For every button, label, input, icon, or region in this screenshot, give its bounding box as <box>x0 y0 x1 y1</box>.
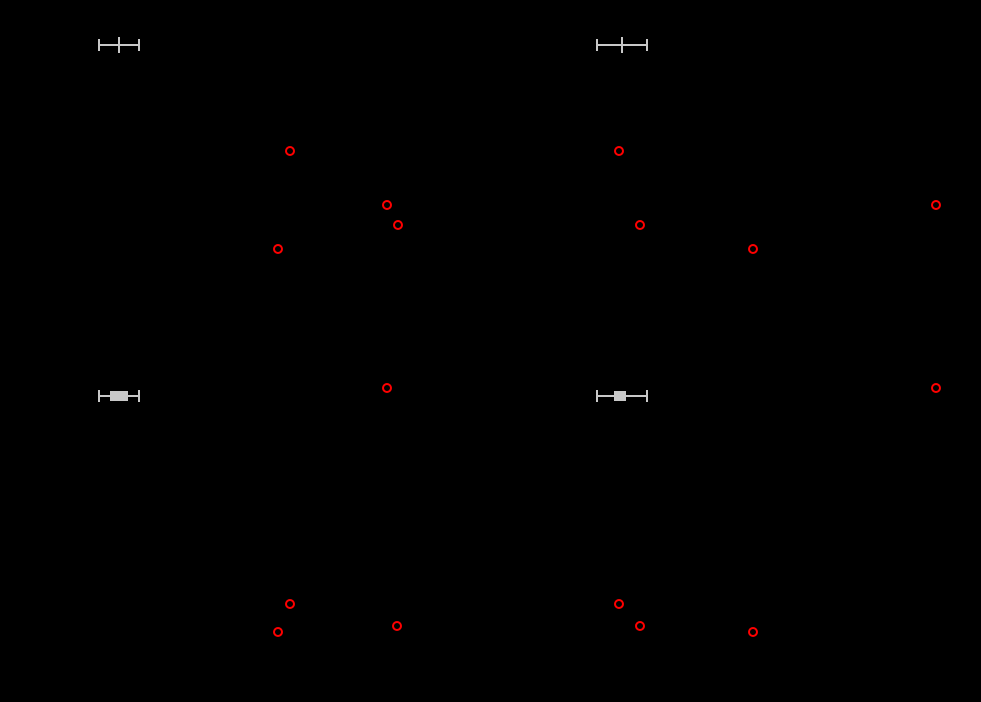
scale-bar-cap <box>646 390 648 402</box>
scale-bar-cap <box>98 390 100 402</box>
annotation-marker <box>382 383 392 393</box>
scale-bar-cap <box>98 39 100 51</box>
scale-bar <box>98 388 140 404</box>
annotation-marker <box>931 383 941 393</box>
annotation-marker <box>635 220 645 230</box>
annotation-marker <box>931 200 941 210</box>
scale-bar-cap <box>646 39 648 51</box>
annotation-marker <box>285 146 295 156</box>
annotation-marker <box>614 146 624 156</box>
annotation-marker <box>748 244 758 254</box>
scale-bar-block <box>614 391 626 401</box>
scale-bar <box>98 37 140 53</box>
annotation-marker <box>273 627 283 637</box>
scale-bar <box>596 37 648 53</box>
annotation-marker <box>273 244 283 254</box>
scale-bar-tick <box>621 37 623 53</box>
annotation-marker <box>285 599 295 609</box>
annotation-marker <box>614 599 624 609</box>
annotation-marker <box>635 621 645 631</box>
scale-bar-tick <box>118 37 120 53</box>
scale-bar-block <box>110 391 128 401</box>
annotation-marker <box>382 200 392 210</box>
annotation-marker <box>393 220 403 230</box>
scale-bar-cap <box>138 39 140 51</box>
annotation-marker <box>392 621 402 631</box>
scale-bar-cap <box>138 390 140 402</box>
scale-bar-cap <box>596 39 598 51</box>
scale-bar <box>596 388 648 404</box>
scale-bar-cap <box>596 390 598 402</box>
annotation-marker <box>748 627 758 637</box>
